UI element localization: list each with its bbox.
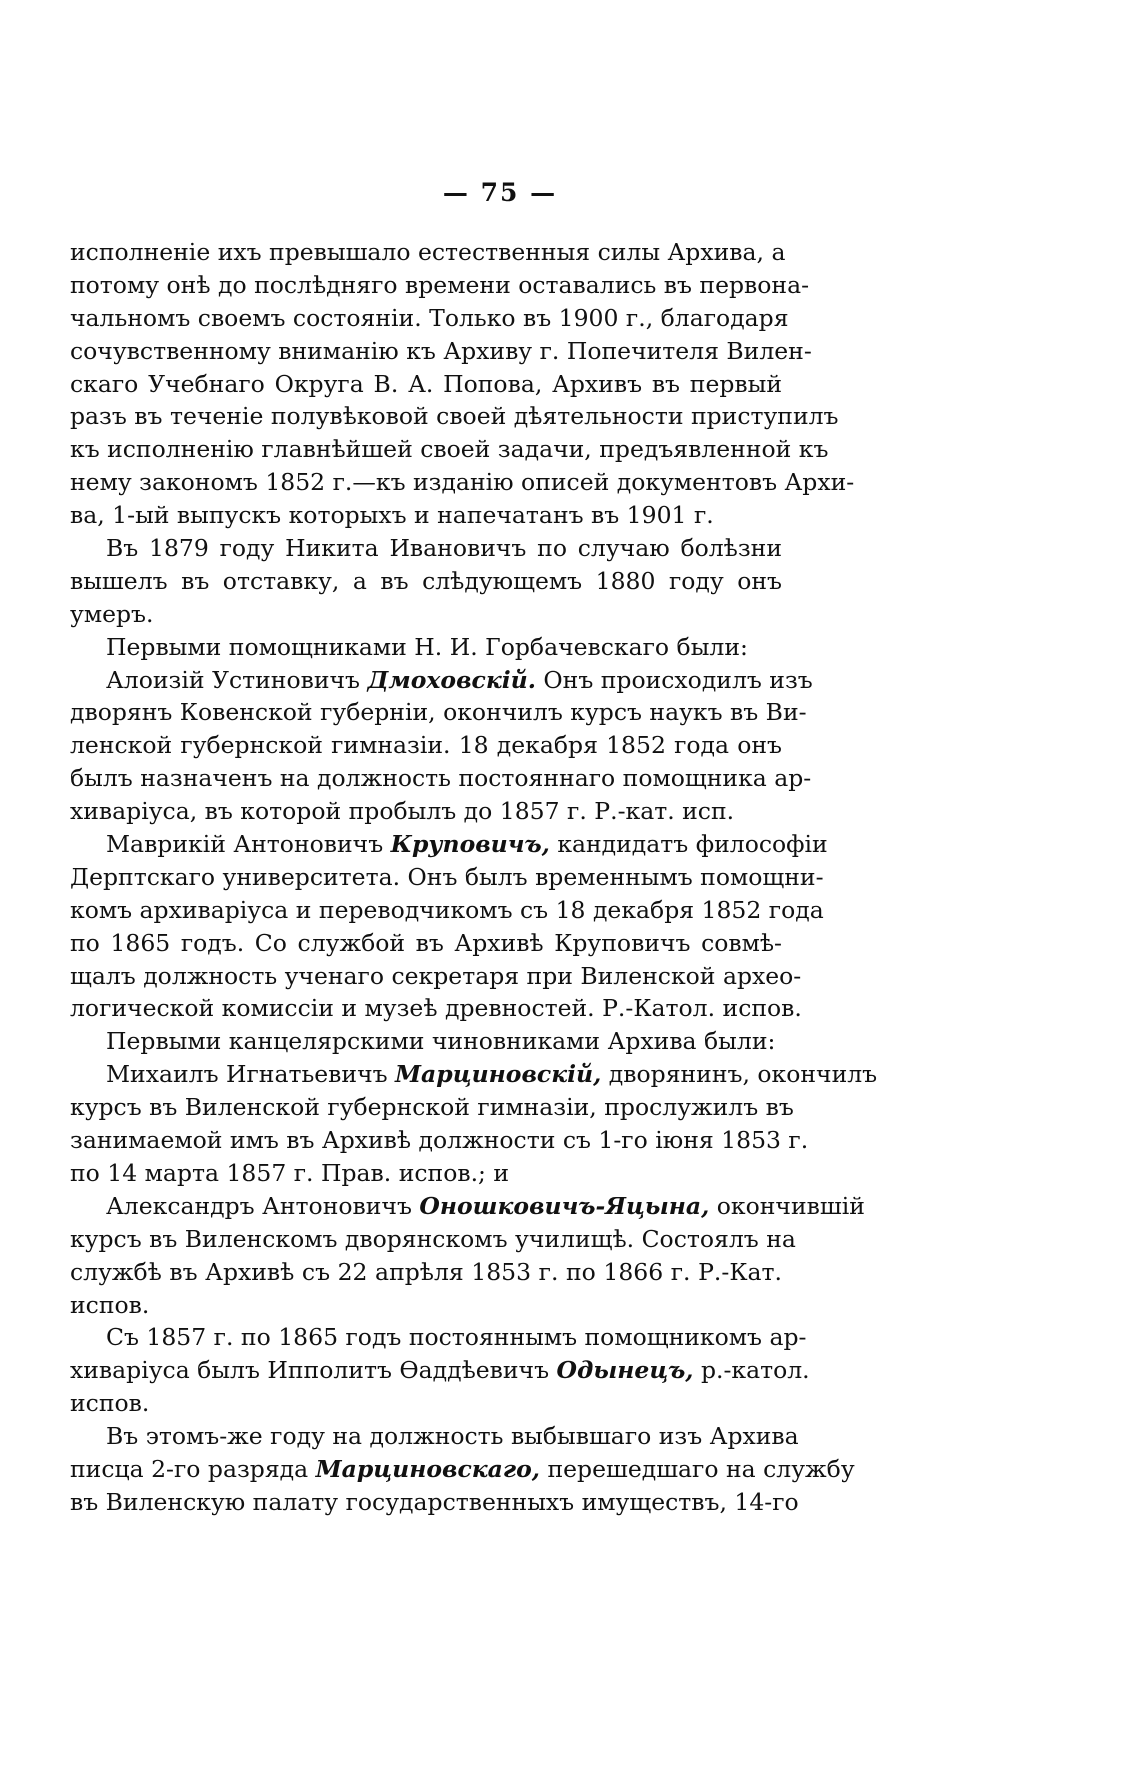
text-segment: кандидатъ философіи xyxy=(549,830,828,859)
page-number: — 75 — xyxy=(442,178,558,207)
text-segment: чальномъ своемъ состояніи. Только въ 1900 г., благодаря xyxy=(70,303,789,332)
text-segment: скаго Учебнаго Округа В. А. Попова, Архивъ въ первый xyxy=(70,369,782,398)
text-line xyxy=(70,236,786,269)
italic-name: Одынецъ, xyxy=(556,1356,694,1385)
text-line xyxy=(70,433,829,466)
text-segment: курсъ въ Виленской губернской гимназіи, прослужилъ въ xyxy=(70,1093,794,1122)
italic-name: Оношковичъ-Яцына, xyxy=(419,1191,710,1220)
text-segment: исполненіе ихъ превышало естественныя силы Архива, а xyxy=(70,238,786,266)
text-segment: курсъ въ Виленскомъ дворянскомъ училищѣ. Состоялъ на xyxy=(70,1224,796,1253)
text-segment: хиваріуса, въ которой пробылъ до 1857 г. Р.-кат. исп. xyxy=(70,797,735,826)
text-line xyxy=(70,532,782,565)
text-line xyxy=(70,729,782,762)
text-line xyxy=(70,598,782,631)
text-segment: р.-катол. xyxy=(693,1356,810,1385)
text-segment: хиваріуса былъ Ипполитъ Ѳаддѣевичъ xyxy=(70,1356,557,1385)
text-segment: комъ архиваріуса и переводчикомъ съ 18 декабря 1852 года xyxy=(70,895,824,924)
text-line xyxy=(70,400,839,433)
text-line xyxy=(70,696,807,729)
text-segment: Алоизій Устиновичъ xyxy=(106,665,368,694)
text-segment: по 1865 годъ. Со службой въ Архивѣ Круповичъ совмѣ- xyxy=(70,928,782,957)
text-line xyxy=(70,1354,810,1387)
text-line xyxy=(70,466,855,499)
body-text xyxy=(70,236,878,1519)
text-line xyxy=(70,1289,782,1322)
text-segment: дворянъ Ковенской губерніи, окончилъ курсъ наукъ въ Ви- xyxy=(70,698,807,727)
text-line xyxy=(70,1058,878,1091)
text-segment: ленской губернской гимназіи. 18 декабря 1852 года онъ xyxy=(70,731,782,760)
italic-name: Круповичъ, xyxy=(390,830,550,859)
text-line xyxy=(70,828,828,861)
text-line xyxy=(70,335,812,368)
text-segment: испов. xyxy=(70,1290,150,1319)
text-line xyxy=(70,1486,799,1519)
text-line xyxy=(70,631,782,664)
text-segment: въ Виленскую палату государственныхъ имуществъ, 14-го xyxy=(70,1487,799,1516)
text-segment: Въ этомъ-же году на должность выбывшаго изъ Архива xyxy=(106,1422,799,1451)
text-line xyxy=(70,1387,782,1420)
text-line xyxy=(70,1223,796,1256)
text-segment: перешедшаго на службу xyxy=(539,1454,855,1483)
text-line xyxy=(70,861,824,894)
text-line xyxy=(70,1321,807,1354)
text-line xyxy=(70,1453,855,1486)
text-segment: къ исполненію главнѣйшей своей задачи, предъявленной къ xyxy=(70,435,829,464)
text-line xyxy=(70,1091,794,1124)
text-line xyxy=(70,762,812,795)
text-line xyxy=(70,960,802,993)
text-line xyxy=(70,269,810,302)
text-segment: логической комиссіи и музеѣ древностей. Р.-Катол. испов. xyxy=(70,994,802,1023)
text-segment: сочувственному вниманію къ Архиву г. Попечителя Вилен- xyxy=(70,336,812,365)
text-segment: Съ 1857 г. по 1865 годъ постояннымъ помощникомъ ар- xyxy=(106,1323,807,1352)
text-line xyxy=(70,302,789,335)
text-segment: Михаилъ Игнатьевичъ xyxy=(106,1060,396,1089)
text-line xyxy=(70,1124,809,1157)
text-line xyxy=(70,565,782,598)
text-segment: щалъ должность ученаго секретаря при Виленской архео- xyxy=(70,961,802,990)
text-segment: дворянинъ, окончилъ xyxy=(601,1060,878,1089)
text-segment: умеръ. xyxy=(70,599,154,628)
text-segment: разъ въ теченіе полувѣковой своей дѣятельности приступилъ xyxy=(70,402,839,431)
text-line xyxy=(70,664,813,697)
text-segment: потому онѣ до послѣдняго времени оставались въ первона- xyxy=(70,270,810,299)
text-segment: по 14 марта 1857 г. Прав. испов.; и xyxy=(70,1158,510,1187)
text-segment: Въ 1879 году Никита Ивановичъ по случаю болѣзни xyxy=(106,534,782,563)
italic-name: Марциновскій, xyxy=(395,1060,602,1089)
text-segment: занимаемой имъ въ Архивѣ должности съ 1-го іюня 1853 г. xyxy=(70,1126,809,1155)
text-line xyxy=(70,1025,782,1058)
text-line xyxy=(70,1420,799,1453)
text-segment: Онъ происходилъ изъ xyxy=(535,665,813,694)
text-line xyxy=(70,927,782,960)
text-segment: нему закономъ 1852 г.—къ изданію описей документовъ Архи- xyxy=(70,468,855,497)
text-segment: службѣ въ Архивѣ съ 22 апрѣля 1853 г. по 1866 г. Р.-Кат. xyxy=(70,1257,782,1286)
text-segment: Первыми помощниками Н. И. Горбачевскаго были: xyxy=(106,632,748,661)
italic-name: Дмоховскій. xyxy=(367,665,536,694)
text-line xyxy=(70,795,782,828)
text-line xyxy=(70,1190,865,1223)
text-line xyxy=(70,499,782,532)
text-segment: Александръ Антоновичъ xyxy=(106,1191,420,1220)
text-segment: былъ назначенъ на должность постояннаго помощника ар- xyxy=(70,764,812,793)
text-line xyxy=(70,368,782,401)
text-line xyxy=(70,1256,782,1289)
text-segment: Первыми канцелярскими чиновниками Архива были: xyxy=(106,1027,776,1056)
text-segment: Дерптскаго университета. Онъ былъ временнымъ помощни- xyxy=(70,862,824,891)
text-segment: писца 2-го разряда xyxy=(70,1454,316,1483)
text-segment: окончившій xyxy=(709,1191,865,1220)
text-line xyxy=(70,894,824,927)
text-segment: Маврикій Антоновичъ xyxy=(106,830,391,859)
text-segment: ва, 1-ый выпускъ которыхъ и напечатанъ въ 1901 г. xyxy=(70,501,714,530)
text-line xyxy=(70,1157,782,1190)
text-segment: вышелъ въ отставку, а въ слѣдующемъ 1880 году онъ xyxy=(70,566,782,595)
text-line xyxy=(70,992,802,1025)
italic-name: Марциновскаго, xyxy=(315,1454,540,1483)
text-segment: испов. xyxy=(70,1389,150,1418)
